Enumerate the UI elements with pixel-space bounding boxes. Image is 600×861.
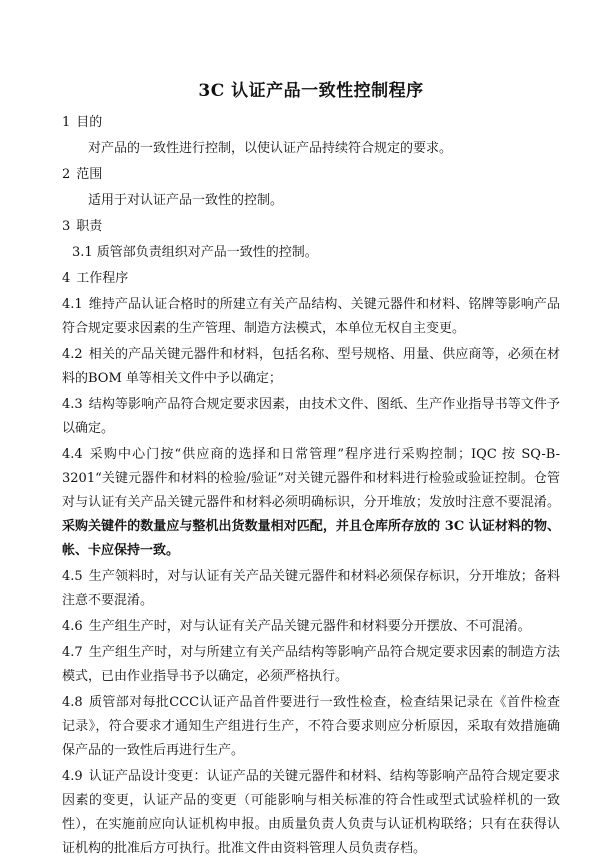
procedure-item xyxy=(62,565,560,613)
item-number: 4.2 xyxy=(62,347,83,362)
section-title: 范围 xyxy=(76,167,103,182)
section-body: 3.1 质管部负责组织对产品一致性的控制。 xyxy=(72,245,318,260)
item-number: 4.6 xyxy=(62,619,83,634)
item-text: 结构等影响产品符合规定要求因素，由技术文件、图纸、生产作业指导书等文件予以确定。 xyxy=(62,397,560,436)
item-text: 质管部对每批CCC认证产品首件要进行一致性检查，检查结果记录在《首件检查记录》，符合要求才通知生产组进行生产，不符合要求则应分析原因，采取有效措施确保产品的一致性后再进行生产。 xyxy=(62,695,560,758)
item-number: 4.1 xyxy=(62,297,83,312)
procedure-item xyxy=(62,343,560,391)
document-title: 3C 认证产品一致性控制程序 xyxy=(198,81,424,101)
procedure-item xyxy=(62,293,560,341)
section-title: 目的 xyxy=(76,115,103,130)
section-number: 1 xyxy=(62,115,71,130)
section-number: 2 xyxy=(62,167,71,182)
procedure-item xyxy=(62,443,560,563)
procedure-item xyxy=(62,765,560,861)
section-title: 工作程序 xyxy=(76,271,129,286)
procedure-item xyxy=(62,393,560,441)
section-heading xyxy=(62,267,560,291)
section-number: 3 xyxy=(62,219,71,234)
section-heading xyxy=(62,163,560,187)
section-heading xyxy=(62,111,560,135)
item-number: 4.7 xyxy=(62,645,83,660)
item-text: 生产组生产时，对与认证有关产品关键元器件和材料要分开摆放、不可混淆。 xyxy=(88,619,531,634)
item-text: 生产领料时，对与认证有关产品关键元器件和材料必须保存标识，分开堆放；备料注意不要混淆。 xyxy=(62,569,560,608)
section-title: 职责 xyxy=(76,219,103,234)
item-number: 4.8 xyxy=(62,695,83,710)
item-number: 4.4 xyxy=(62,447,83,462)
item-emphasis-text: 采购关键件的数量应与整机出货数量相对匹配，并且仓库所存放的 3C 认证材料的物、帐、卡应保持一致。 xyxy=(62,519,560,558)
procedure-item xyxy=(62,641,560,689)
item-text: 生产组生产时，对与所建立有关产品结构等影响产品符合规定要求因素的制造方法模式，已由作业指导书予以确定，必须严格执行。 xyxy=(62,645,560,684)
item-text: 采购中心门按“供应商的选择和日常管理”程序进行采购控制；IQC 按 SQ-B-3201“关键元器件和材料的检验/验证”对关键元器件和材料进行检验或验证控制。仓管对与认证有关产品关键元器件和材料必须明确标识，分开堆放；发放时注意不要混淆。 xyxy=(62,447,560,510)
item-number: 4.3 xyxy=(62,397,83,412)
procedure-item xyxy=(62,691,560,763)
item-number: 4.5 xyxy=(62,569,83,584)
item-text: 认证产品设计变更：认证产品的关键元器件和材料、结构等影响产品符合规定要求因素的变更，认证产品的变更（可能影响与相关标准的符合性或型式试验样机的一致性），在实施前应向认证机构申报。由质量负责人负责与认证机构联络；只有在获得认证机构的批准后方可执行。批准文件由资料管理人员负责存档。 xyxy=(62,769,560,856)
section-body: 对产品的一致性进行控制，以使认证产品持续符合规定的要求。 xyxy=(88,141,453,156)
item-number: 4.9 xyxy=(62,769,83,784)
section-body: 适用于对认证产品一致性的控制。 xyxy=(88,193,284,208)
section-heading xyxy=(62,215,560,239)
item-text: 维持产品认证合格时的所建立有关产品结构、关键元器件和材料、铭牌等影响产品符合规定要求因素的生产管理、制造方法模式，本单位无权自主变更。 xyxy=(62,297,560,336)
procedure-item xyxy=(62,615,560,639)
item-text: 相关的产品关键元器件和材料，包括名称、型号规格、用量、供应商等，必须在材料的BOM 单等相关文件中予以确定； xyxy=(62,347,560,386)
section-number: 4 xyxy=(62,271,71,286)
